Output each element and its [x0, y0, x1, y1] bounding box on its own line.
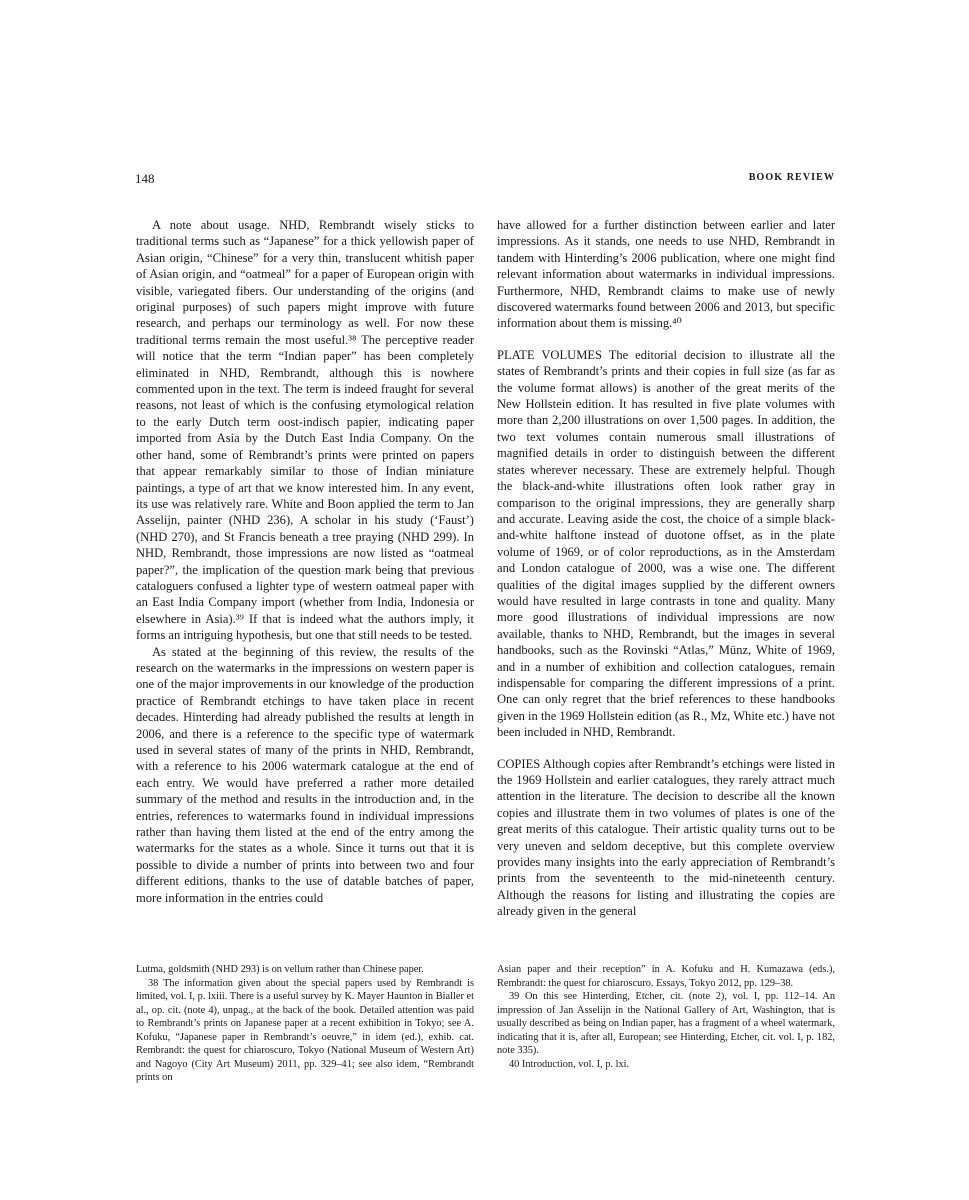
paragraph-copies: COPIES Although copies after Rembrandt’s etchings were listed in the 1969 Hollstein and earlier catalogues, they rarely attract much attention in the literature. The decision to describe all the known copies and illustrate them in two volumes of plates is one of the great merits of this catalogue. Their artistic quality turns out to be very uneven and seldom deceptive, but this complete overview provides many insights into the early appreciation of Rembrandt’s prints from the seventeenth to the mid-nineteenth century. Although the reasons for listing and illustrating the copies are already given in the general [497, 756, 835, 919]
footnote-39: 39 On this see Hinterding, Etcher, cit. (note 2), vol. I, pp. 112–14. An impression of Jan Asselijn in the National Gallery of Art, Washington, that is usually described as being on Indian paper, has a fragment of a wheel watermark, indicating that it is, after all, European; see Hinterding, Etcher, cit. vol. I, p. 182, note 335). [497, 991, 835, 1056]
footnote-40: 40 Introduction, vol. I, p. lxi. [509, 1058, 630, 1070]
footnote-continuation: Lutma, goldsmith (NHD 293) is on vellum rather than Chinese paper. [136, 964, 424, 975]
footnotes-right [497, 963, 835, 1071]
footnotes-left [136, 963, 474, 1085]
body-column-left [136, 217, 474, 906]
body-column-right [497, 217, 835, 920]
section-title: BOOK REVIEW [748, 172, 835, 183]
paragraph-watermarks-continued: have allowed for a further distinction between earlier and later impressions. As it stands, one needs to use NHD, Rembrandt in tandem with Hinterding’s 2006 publication, where one might find relevant information about watermarks in individual impressions. Furthermore, NHD, Rembrandt claims to make use of newly discovered watermarks found between 2006 and 2013, but specific information about them is missing.⁴⁰ [497, 218, 835, 331]
running-head [135, 171, 835, 187]
page-number: 148 [135, 171, 155, 186]
footnote-38: 38 The information given about the special papers used by Rembrandt is limited, vol. I, p. lxiii. There is a useful survey by K. Mayer Haunton in Bialler et al., op. cit. (note 4), unpag., at the back of the book. Detailed attention was paid to Rembrandt’s prints on Japanese paper at a recent exhibition in Tokyo; see A. Kofuku, “Japanese paper in Rembrandt’s oeuvre,” in idem (ed.), exhib. cat. Rembrandt: the quest for chiaroscuro, Tokyo (National Museum of Western Art) and Nagoyo (City Art Museum) 2011, pp. 329–41; see also idem, “Rembrandt prints on [136, 977, 474, 1083]
paragraph-watermarks: As stated at the beginning of this review, the results of the research on the watermarks in the impressions on western paper is one of the major improvements in our knowledge of the production practice of Rembrandt etchings to have taken place in recent decades. Hinterding had already published the results at length in 2006, and there is a reference to the specific type of watermark used in several states of many of the prints in NHD, Rembrandt, with a reference to his 2006 watermark catalogue at the end of each entry. We would have preferred a rather more detailed summary of the method and results in the introduction and, in the entries, references to watermarks found in individual impressions rather than having them listed at the end of the entry among the watermarks for the states as a whole. Since it turns out that it is possible to divide a number of prints into between two and four different editions, thanks to the use of datable batches of paper, more information in the entries could [136, 644, 474, 905]
paragraph-usage: A note about usage. NHD, Rembrandt wisely sticks to traditional terms such as “Japanese” for a thick yellowish paper of Asian origin, “Chinese” for a very thin, translucent whitish paper of Asian origin, and “oatmeal” for a paper of European origin with visible, variegated fibers. Our understanding of the origins (and original purposes) of such papers might improve with future research, and perhaps our terminology as well. For now these traditional terms remain the most useful.³⁸ The perceptive reader will notice that the term “Indian paper” has been completely eliminated in NHD, Rembrandt, although this is nowhere commented upon in the text. The term is indeed fraught for several reasons, not least of which is the confusing etymological relation to the early Dutch term oost-indisch papier, indicating paper imported from Asia by the Dutch East India Company. On the other hand, some of Rembrandt’s prints were printed on papers that appear remarkably similar to those of Indian miniature paintings, a type of art that we know interested him. In any event, its use was relatively rare. White and Boon applied the term to Jan Asselijn, painter (NHD 236), A scholar in his study (‘Faust’) (NHD 270), and St Francis beneath a tree praying (NHD 299). In NHD, Rembrandt, those impressions are now listed as “oatmeal paper?”, the implication of the question mark being that previous cataloguers confused a lighter type of western oatmeal paper with an East India Company import (whether from India, Indonesia or elsewhere in Asia).³⁹ If that is indeed what the authors imply, it forms an intriguing hypothesis, but one that still needs to be tested. [136, 218, 474, 643]
footnote-38-continuation: Asian paper and their reception” in A. Kofuku and H. Kumazawa (eds.), Rembrandt: the quest for chiaroscuro. Essays, Tokyo 2012, pp. 129–38. [497, 964, 835, 989]
paragraph-plate-volumes: PLATE VOLUMES The editorial decision to illustrate all the states of Rembrandt’s prints and their copies in full size (as far as the volume format allows) is another of the great merits of the New Hollstein edition. It has resulted in five plate volumes with more than 2,200 illustrations on over 1,500 pages. In addition, the two text volumes contain numerous small illustrations of magnified details in order to distinguish between the different states wherever necessary. These are extremely helpful. Though the black-and-white illustrations often look rather gray in comparison to the original impressions, they are generally sharp and accurate. Leaving aside the cost, the choice of a simple black-and-white halftone instead of duotone offset, as in the plate volume of 1969, or of color reproductions, as in the Amsterdam and London catalogue of 2000, was a wise one. The different qualities of the digital images supplied by the different owners would have resulted in large contrasts in tone and quality. Many more good illustrations of individual impressions are now available, thanks to NHD, Rembrandt, but the images in several handbooks, such as the Rovinski “Atlas,” Münz, White of 1969, and in a number of exhibition and collection catalogues, remain indispensable for comparing the different impressions of a print. One can only regret that the brief references to these handbooks given in the 1969 Hollstein edition (as R., Mz, White etc.) have not been included in NHD, Rembrandt. [497, 347, 835, 740]
